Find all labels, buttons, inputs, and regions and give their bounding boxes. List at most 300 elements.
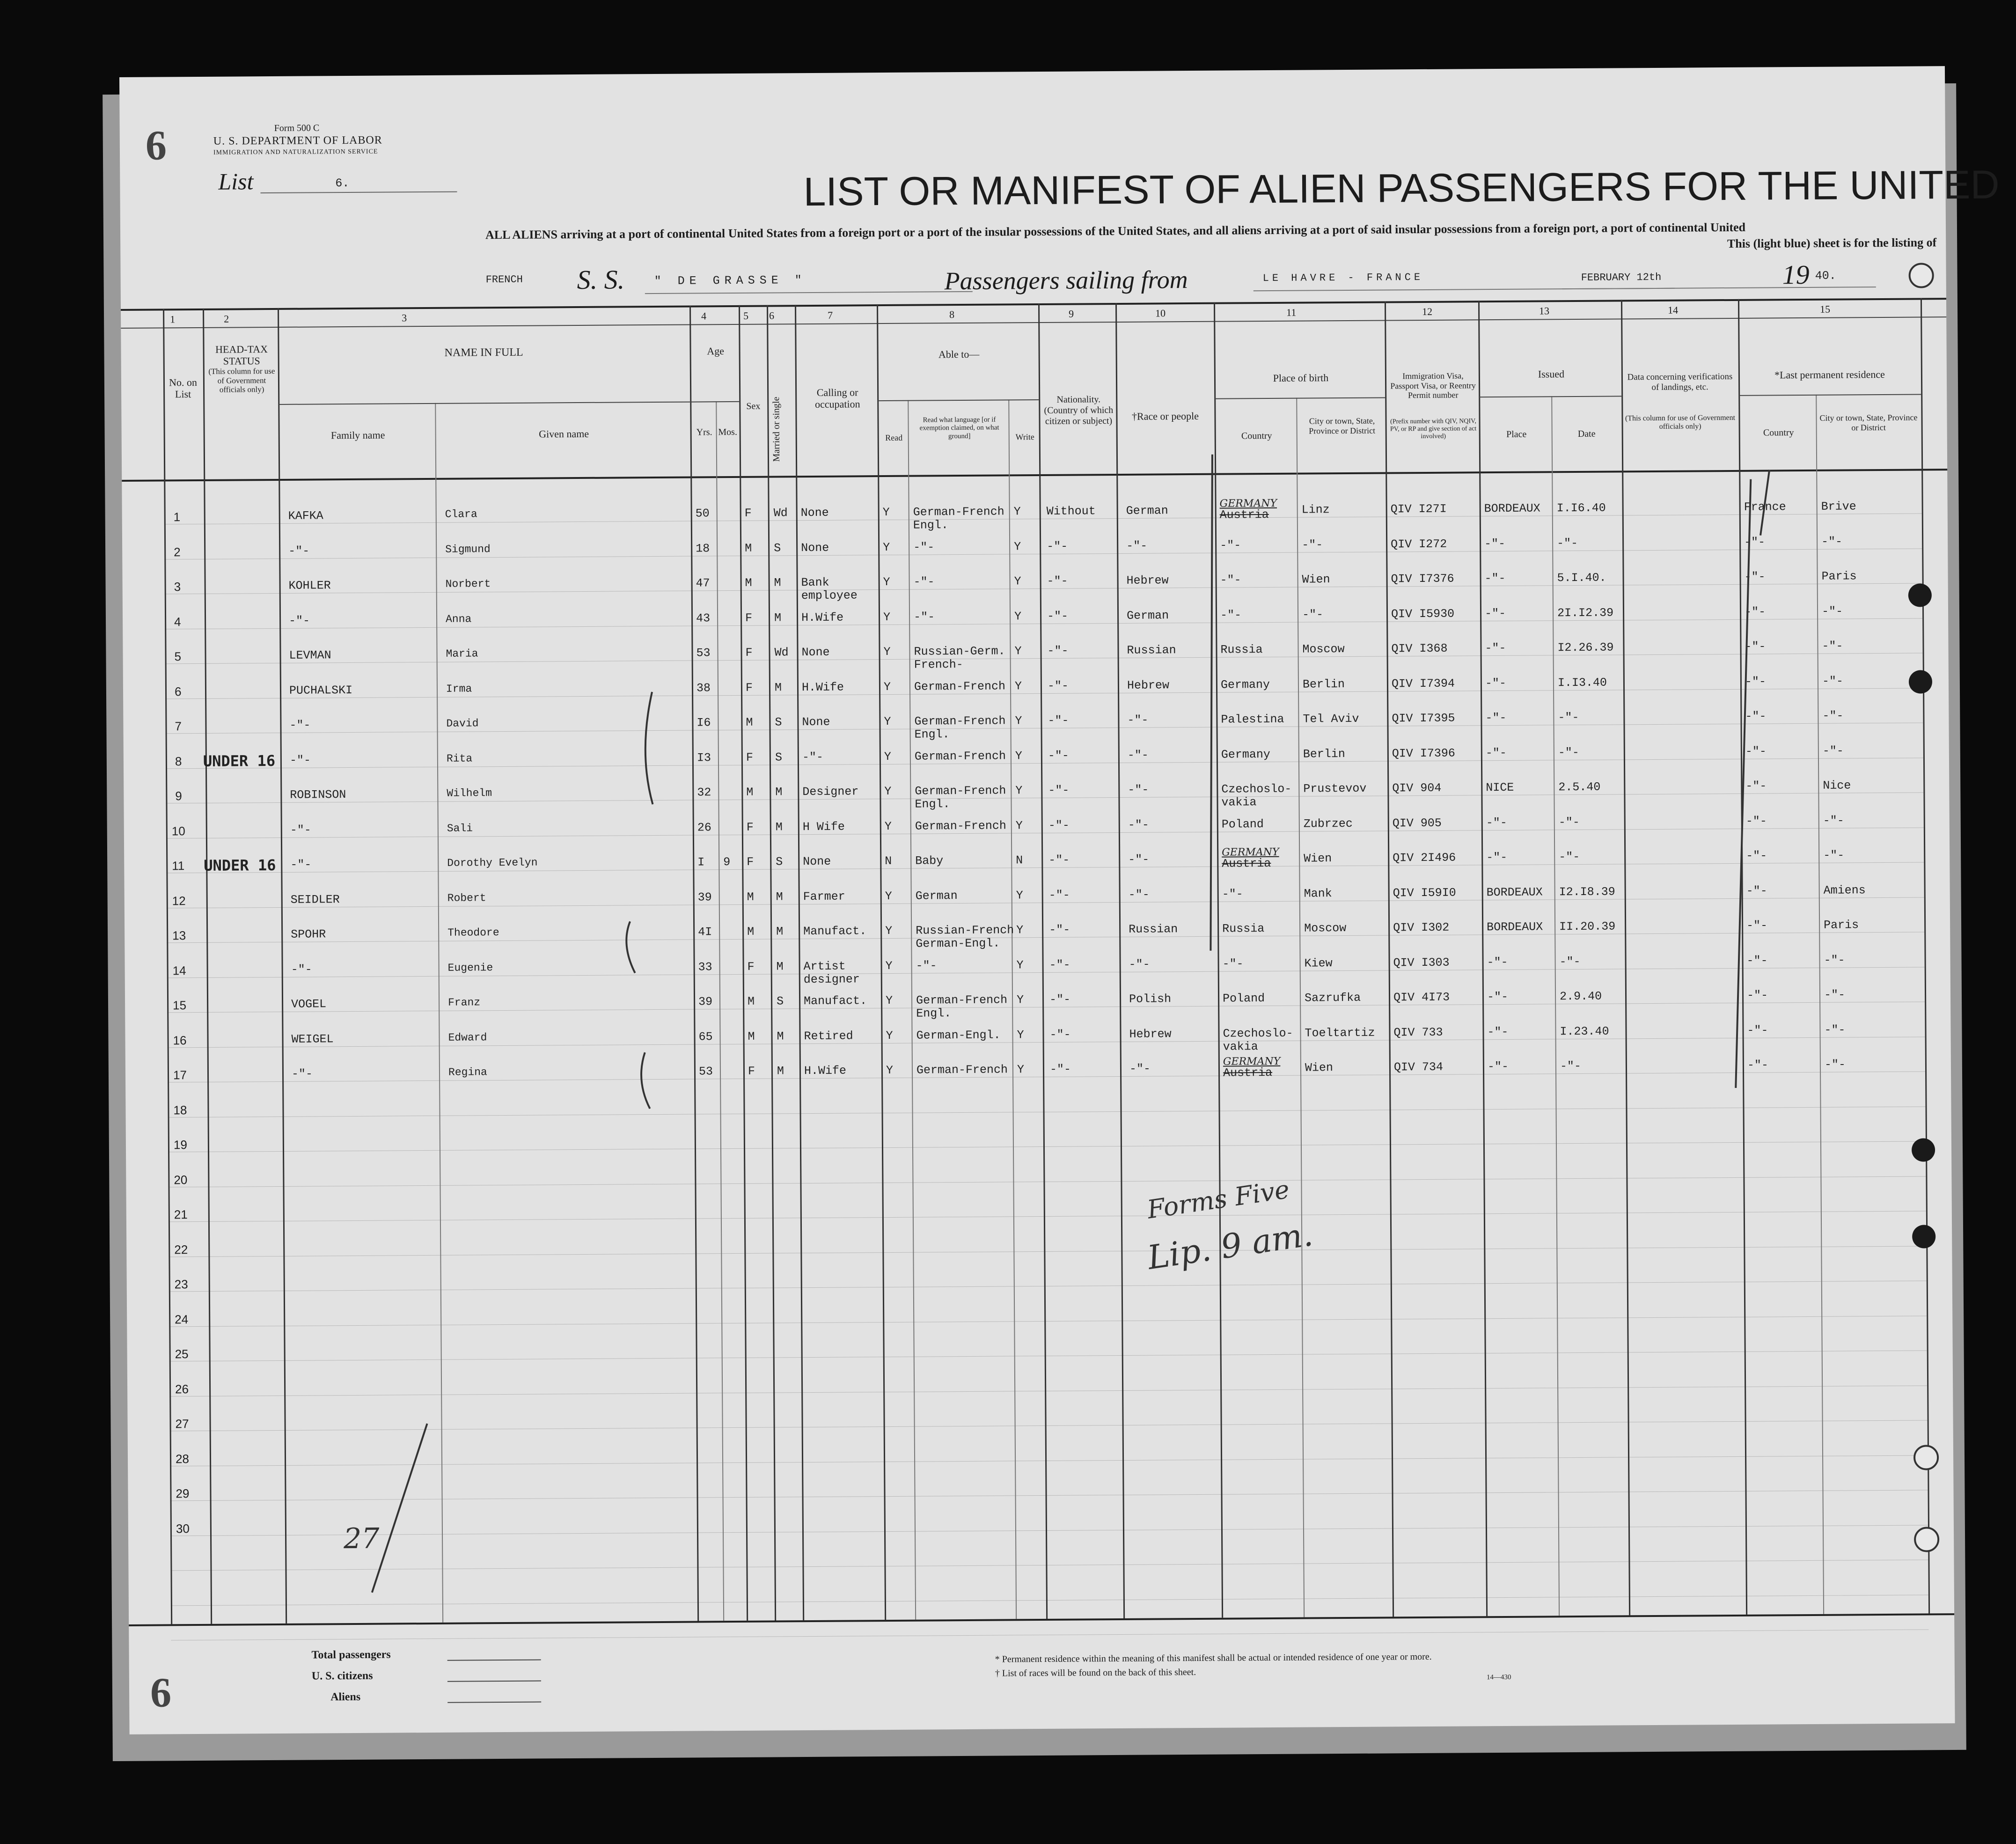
cell-family: -"- (289, 718, 311, 732)
total-slash-mark (371, 1424, 428, 1593)
cell-family: -"- (291, 962, 312, 977)
cell-read: Y (882, 505, 890, 520)
cell-read: Y (883, 575, 890, 589)
row-number: 27 (175, 1417, 189, 1431)
year: 40. (1815, 269, 1836, 283)
cell-write: Y (1016, 993, 1024, 1007)
cell-iplace: -"- (1487, 990, 1509, 1004)
cell-iplace: -"- (1487, 1025, 1509, 1039)
column-line (435, 403, 443, 1623)
header-race: †Race or people (1131, 410, 1199, 422)
cell-rcity: Brive (1821, 500, 1856, 514)
cell-visa: QIV 905 (1392, 816, 1442, 830)
cell-visa: QIV I272 (1391, 537, 1447, 551)
cell-city: -"- (1302, 537, 1323, 552)
cell-idate: I2.26.39 (1557, 640, 1614, 655)
cell-iplace: -"- (1486, 815, 1507, 830)
row-number: 19 (173, 1138, 187, 1152)
cell-iplace: NICE (1486, 780, 1514, 795)
cell-country: -"- (1220, 538, 1241, 552)
cell-given: Sigmund (445, 543, 491, 556)
column-line (1921, 298, 1930, 1613)
cell-write: Y (1014, 644, 1022, 658)
cell-city: Tel Aviv (1303, 712, 1359, 726)
manifest-sheet (119, 66, 2000, 1734)
cell-occ: Manufact. (803, 924, 867, 939)
cell-read: Y (885, 889, 892, 903)
row-rule (169, 1280, 1927, 1292)
ruling-lines (119, 66, 1945, 77)
cell-rcountry: France (1744, 500, 1786, 514)
cell-iplace: -"- (1487, 955, 1508, 969)
cell-occ: None (803, 854, 831, 869)
cell-tax: UNDER 16 (203, 751, 276, 770)
cell-lang: -"- (913, 540, 935, 554)
row-rule (167, 897, 1924, 908)
cell-given: David (446, 717, 479, 730)
cell-given: Franz (448, 996, 481, 1009)
header-name-in-full: NAME IN FULL (444, 346, 523, 359)
cell-read: Y (884, 819, 892, 833)
footer-line-3 (447, 1702, 541, 1703)
column-number: 5 (743, 309, 749, 322)
column-number: 4 (701, 310, 707, 322)
cell-no: 7 (175, 719, 182, 734)
cell-write: Y (1013, 505, 1021, 519)
cell-mos: 9 (723, 855, 731, 869)
cell-country: -"- (1222, 956, 1244, 971)
cell-race: -"- (1128, 888, 1150, 902)
header-nationality: Nationality. (Country of which citizen or subject) (1044, 394, 1114, 426)
cell-race: Hebrew (1127, 678, 1170, 692)
cell-lang2: Engl. (913, 518, 948, 532)
cell-country2: vakia (1221, 795, 1257, 809)
cell-iplace: BORDEAUX (1486, 885, 1543, 899)
cell-family: VOGEL (291, 997, 327, 1011)
cell-city: Zubrzec (1303, 816, 1353, 831)
header-calling: Calling or occupation (814, 386, 860, 411)
cell-family: -"- (288, 544, 310, 558)
row-rule (168, 1141, 1926, 1152)
column-line (1478, 301, 1488, 1616)
handwritten-margin-note-2: Lip. 9 am. (1145, 1215, 1315, 1277)
cell-lang2: French- (914, 658, 963, 672)
cell-read: Y (886, 1029, 893, 1043)
header-age: Age (707, 345, 724, 357)
cell-lang2: German-Engl. (916, 936, 1000, 951)
header-bottom-border (122, 469, 1947, 482)
cell-occ: None (802, 715, 830, 729)
subtitle-line-2: This (light blue) sheet is for the listing of (1727, 235, 1937, 251)
cell-visa: QIV 904 (1392, 781, 1442, 795)
cell-city: Berlin (1302, 677, 1345, 691)
cell-yrs: 53 (698, 1065, 713, 1079)
cell-sex: F (747, 855, 754, 869)
cell-ms: M (776, 959, 784, 973)
cell-no: 10 (171, 823, 185, 838)
cell-given: Edward (448, 1031, 487, 1044)
cell-no: 1 (173, 510, 181, 524)
cell-rcity: Amiens (1823, 883, 1866, 897)
cell-race: -"- (1128, 852, 1150, 867)
colnum-divider (121, 316, 1946, 329)
cell-family: KAFKA (288, 509, 323, 523)
cell-idate: 5.I.40. (1557, 571, 1606, 585)
cell-no: 16 (173, 1033, 187, 1047)
cell-ms: M (777, 1029, 784, 1043)
cell-city: Sazrufka (1304, 991, 1361, 1005)
column-line (1115, 303, 1125, 1618)
cell-rcountry: -"- (1745, 744, 1767, 758)
cell-ms: M (776, 889, 783, 904)
cell-race: -"- (1129, 957, 1150, 971)
cell-race: -"- (1129, 1062, 1151, 1076)
cell-yrs: 43 (696, 611, 711, 625)
cell-ms: Wd (773, 506, 788, 520)
subheader-line (278, 402, 690, 405)
cell-race: -"- (1126, 539, 1148, 553)
cell-rcountry: -"- (1744, 570, 1766, 584)
column-number: 8 (949, 309, 955, 321)
row-rule (165, 653, 1923, 664)
cell-occ: Artist (803, 959, 846, 973)
row-rule (167, 967, 1925, 978)
row-number: 25 (175, 1347, 189, 1361)
cell-visa: QIV I368 (1391, 641, 1448, 656)
header-visa: Immigration Visa, Passport Visa, or Reentry Permit number (1390, 371, 1476, 400)
cell-visa: QIV I5930 (1391, 607, 1455, 621)
list-label: List (218, 168, 254, 195)
header-yrs: Yrs. (696, 427, 712, 438)
cell-tax: UNDER 16 (204, 856, 276, 874)
cell-idate: -"- (1557, 536, 1578, 550)
cell-family: LEVMAN (289, 648, 331, 662)
header-birth-country: Country (1241, 430, 1272, 441)
cell-given: Norbert (445, 578, 491, 590)
cell-idate: -"- (1559, 850, 1580, 864)
ship-underline (645, 291, 973, 294)
cell-rcountry: -"- (1745, 814, 1767, 828)
cell-rcountry: -"- (1745, 709, 1767, 723)
cell-family: -"- (289, 753, 311, 767)
cell-iplace: -"- (1485, 711, 1507, 725)
cell-lang: German-French (915, 818, 1006, 833)
cell-lang: German (915, 889, 958, 903)
cell-ms: S (776, 855, 783, 869)
column-line (1385, 301, 1394, 1616)
cell-lang: Russian-French (916, 923, 1014, 938)
cell-race: Hebrew (1126, 573, 1169, 588)
header-verif-note: (This column for use of Government officials only) (1625, 413, 1736, 431)
cell-nat: -"- (1047, 539, 1068, 553)
cell-given: Maria (446, 647, 478, 660)
cell-yrs: 38 (696, 681, 711, 695)
cell-city: Wien (1304, 852, 1332, 866)
cell-iplace: -"- (1484, 536, 1506, 551)
cell-sex: M (747, 890, 754, 904)
cell-lang: German-Engl. (916, 1028, 1001, 1043)
cell-sex: F (746, 820, 754, 834)
cell-ms: M (775, 785, 783, 799)
column-line (689, 306, 699, 1621)
cell-write: Y (1017, 1063, 1025, 1077)
cell-given: Sali (447, 822, 473, 835)
cell-given: Irma (446, 682, 472, 695)
cell-rcity: -"- (1824, 1023, 1846, 1037)
header-no-on-list: No. on List (169, 376, 197, 400)
sailing-label: Passengers sailing from (944, 265, 1188, 295)
list-number: 6. (335, 176, 350, 191)
cell-write: Y (1017, 1028, 1024, 1042)
cell-sex: M (748, 1029, 755, 1043)
column-number: 11 (1286, 306, 1297, 318)
cell-family: -"- (290, 858, 312, 872)
cell-yrs: 39 (697, 890, 712, 904)
cell-yrs: 47 (696, 576, 710, 590)
cell-country: Poland (1221, 817, 1264, 831)
cell-country: Poland (1222, 992, 1265, 1006)
cell-country: Germany (1221, 747, 1270, 762)
binder-hole-5 (1913, 1445, 1939, 1470)
cell-rcity: -"- (1822, 744, 1844, 758)
cell-write: Y (1015, 749, 1022, 763)
cell-no: 3 (174, 580, 181, 594)
cell-family: -"- (291, 1067, 313, 1081)
cell-rcountry: -"- (1747, 1023, 1768, 1037)
cell-sex: F (745, 611, 753, 625)
cell-ms: M (774, 576, 781, 590)
cell-visa: QIV I7395 (1392, 711, 1455, 726)
cell-write: Y (1016, 958, 1024, 972)
cell-given: Clara (445, 508, 477, 521)
cell-rcity: -"- (1821, 535, 1843, 549)
row-rule (169, 1385, 1927, 1396)
cell-write: N (1016, 853, 1023, 867)
column-line (1621, 300, 1630, 1615)
row-number: 29 (176, 1486, 190, 1501)
cell-country: Palestina (1221, 712, 1284, 727)
cell-sex: M (745, 576, 752, 590)
cell-ms: M (776, 925, 784, 939)
cell-city: -"- (1302, 607, 1324, 622)
cell-nat: -"- (1047, 644, 1069, 658)
cell-no: 17 (173, 1068, 187, 1082)
cell-read: N (885, 854, 892, 868)
row-rule (166, 827, 1924, 838)
cell-rcountry: -"- (1745, 639, 1766, 654)
cell-yrs: I (697, 855, 705, 869)
cell-no: 14 (172, 963, 186, 977)
form-number: Form 500 C (274, 123, 320, 133)
cell-visa: QIV I302 (1393, 920, 1450, 935)
footer-line-1 (447, 1660, 541, 1661)
cell-no: 11 (172, 859, 185, 873)
cell-occ2: employee (801, 588, 858, 603)
cell-ms: S (776, 994, 784, 1008)
row-rule (165, 583, 1922, 594)
column-number: 1 (170, 313, 176, 325)
cell-race: -"- (1127, 748, 1149, 762)
cell-country: Czechoslo- (1223, 1026, 1293, 1041)
row-rule (165, 688, 1923, 699)
header-sex: Sex (746, 401, 761, 411)
cell-family: SEIDLER (290, 892, 340, 907)
cell-country: GERMANY (1223, 1055, 1281, 1068)
cell-idate: 2.9.40 (1559, 989, 1602, 1004)
cell-yrs: 53 (696, 646, 711, 660)
cell-given: Wilhelm (447, 787, 492, 800)
cell-rcity: Paris (1821, 569, 1857, 583)
cell-visa: QIV I59I0 (1393, 886, 1456, 900)
cell-idate: -"- (1559, 955, 1581, 969)
cell-sex: F (747, 960, 755, 974)
cell-city: Moscow (1302, 642, 1345, 656)
cell-sex: F (744, 506, 752, 520)
cell-race: Hebrew (1129, 1027, 1172, 1041)
cell-rcountry: -"- (1744, 535, 1766, 549)
row-number: 22 (174, 1242, 188, 1256)
column-line (739, 305, 748, 1621)
column-line (795, 305, 804, 1620)
cell-visa: QIV I7376 (1391, 572, 1454, 586)
binder-hole-2 (1909, 670, 1932, 693)
column-line (278, 308, 287, 1624)
header-res-country: Country (1763, 427, 1794, 438)
footer-form-code: 14—430 (1486, 1673, 1511, 1682)
cell-nat: -"- (1049, 1062, 1071, 1076)
cell-occ: Designer (802, 785, 859, 799)
cell-rcountry: -"- (1746, 988, 1768, 1002)
cell-idate: -"- (1560, 1059, 1582, 1073)
cell-nat: -"- (1048, 888, 1070, 902)
cell-race: German (1126, 608, 1169, 623)
cell-nat: -"- (1049, 958, 1070, 972)
header-able-to: Able to— (938, 348, 980, 360)
cell-family: WEIGEL (291, 1032, 334, 1046)
header-birth-city: City or town, State, Province or District (1309, 416, 1376, 436)
row-rule (170, 1490, 1928, 1501)
cell-sex: F (745, 681, 753, 695)
cell-iplace: BORDEAUX (1484, 501, 1540, 516)
form-service: IMMIGRATION AND NATURALIZATION SERVICE (213, 148, 378, 156)
cell-nat: -"- (1048, 818, 1070, 832)
cell-ms: M (777, 1064, 784, 1078)
cell-idate: II.20.39 (1559, 919, 1616, 934)
table-bottom-border (129, 1613, 1954, 1626)
sailing-port: LE HAVRE - FRANCE (1262, 271, 1424, 285)
column-number: 3 (402, 312, 407, 324)
cell-race: -"- (1128, 818, 1149, 832)
footer-aliens: Aliens (330, 1690, 361, 1704)
cell-idate: -"- (1558, 815, 1580, 829)
header-married: Married or single (771, 397, 782, 462)
cell-country2: vakia (1223, 1039, 1258, 1054)
cell-read: Y (884, 784, 892, 799)
cell-city: Linz (1301, 503, 1330, 517)
cell-city: Wien (1302, 573, 1330, 587)
cell-occ: None (801, 541, 829, 555)
cell-write: Y (1015, 714, 1022, 728)
row-rule (166, 722, 1923, 734)
row-rule (168, 1106, 1926, 1117)
cell-country: -"- (1220, 573, 1241, 587)
cell-lang: German-French (914, 679, 1006, 694)
cell-occ: Retired (804, 1029, 853, 1043)
subheader-line (877, 399, 1039, 401)
cell-country: -"- (1220, 608, 1242, 622)
column-number: 10 (1155, 307, 1166, 319)
cell-idate: 2I.I2.39 (1557, 606, 1614, 620)
header-visa-note: (Prefix number with QIV, NQIV, PV, or RP and give section of act involved) (1390, 418, 1477, 441)
cell-occ: H.Wife (801, 610, 844, 624)
cell-race: Polish (1129, 992, 1172, 1006)
row-rule (166, 757, 1923, 769)
family-bracket-1 (645, 692, 652, 804)
header-mos: Mos. (718, 426, 738, 438)
cell-country: -"- (1222, 887, 1243, 901)
cell-city: Toeltartiz (1305, 1026, 1375, 1040)
cell-iplace: -"- (1485, 641, 1506, 655)
cell-rcity: -"- (1821, 604, 1843, 618)
header-issued: Issued (1538, 368, 1565, 380)
cell-iplace: -"- (1485, 676, 1507, 690)
header-verif: Data concerning verifications of landings, etc. (1627, 371, 1733, 392)
cell-lang: Baby (915, 854, 944, 868)
row-rule (167, 932, 1924, 943)
binder-hole-3 (1912, 1138, 1935, 1161)
cell-yrs: 65 (698, 1029, 713, 1043)
ship-prefix: S. S. (577, 264, 625, 295)
footer-note-1: * Permanent residence within the meaning of this manifest shall be actual or intended residence of one year or more. (995, 1651, 1432, 1665)
header-res-city: City or town, State, Province or District (1819, 412, 1918, 433)
cell-city: Wien (1305, 1061, 1334, 1075)
cell-lang: German-French (913, 505, 1004, 519)
cell-ms: M (774, 680, 782, 694)
cell-sex: F (748, 1064, 755, 1078)
cell-race: German (1126, 504, 1168, 518)
cell-family: ROBINSON (290, 788, 346, 802)
cell-lang: German-French (916, 993, 1008, 1007)
cell-no: 8 (175, 754, 182, 768)
cell-no: 9 (175, 789, 182, 803)
row-rule (168, 1176, 1926, 1187)
ship-name: " DE GRASSE " (654, 273, 806, 288)
cell-family: -"- (290, 823, 311, 837)
cell-given: Anna (446, 612, 472, 625)
cell-iplace: -"- (1487, 1059, 1509, 1074)
cell-nat: -"- (1049, 1028, 1071, 1042)
cell-occ: Farmer (803, 889, 845, 904)
cell-sex: M (745, 541, 752, 555)
cell-sex: M (746, 785, 754, 799)
header-issued-place: Place (1506, 429, 1527, 440)
cell-yrs: I3 (696, 750, 711, 764)
row-rule (169, 1315, 1927, 1327)
cell-rcity: -"- (1824, 953, 1845, 967)
cell-family: SPOHR (291, 927, 326, 941)
cell-given: Robert (447, 891, 486, 904)
row-rule (171, 1594, 1928, 1606)
row-rule (170, 1420, 1928, 1431)
cell-nat: -"- (1049, 992, 1071, 1006)
column-lines (119, 66, 1945, 77)
cell-write: Y (1014, 679, 1022, 693)
cell-rcountry: -"- (1747, 1058, 1769, 1072)
cell-nat: -"- (1048, 783, 1070, 797)
binder-hole-top (1908, 263, 1934, 288)
cell-occ: Bank (801, 575, 829, 590)
cell-no: 15 (173, 998, 187, 1013)
